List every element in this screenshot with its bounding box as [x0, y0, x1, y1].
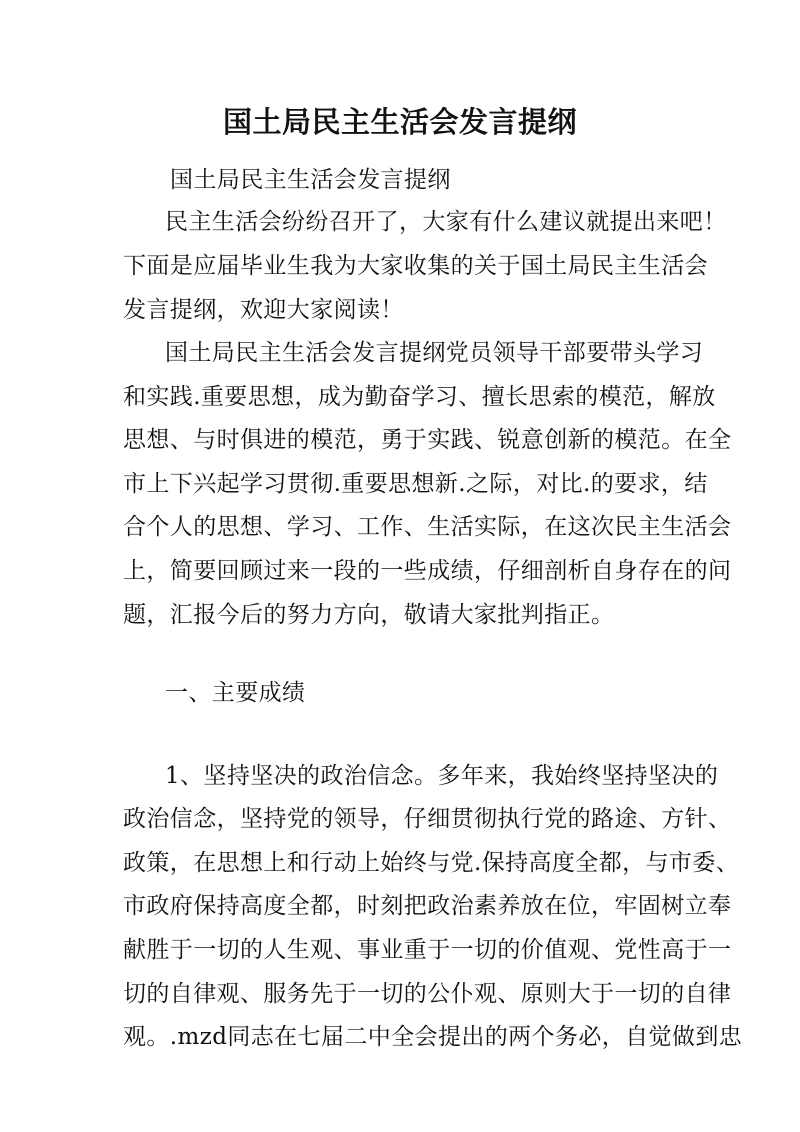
- subtitle-line: 国土局民主生活会发言提纲: [170, 167, 451, 193]
- paragraph-line: 市上下兴起学习贯彻.重要思想新.之际，对比.的要求，结: [123, 471, 708, 497]
- paragraph-line: 献胜于一切的人生观、事业重于一切的价值观、党性高于一: [123, 937, 732, 963]
- paragraph-line: 思想、与时俱进的模范，勇于实践、锐意创新的模范。在全: [123, 427, 732, 453]
- paragraph-line: 观。.mzd同志在七届二中全会提出的两个务必，自觉做到忠: [123, 1024, 743, 1050]
- paragraph-line: 发言提纲，欢迎大家阅读！: [123, 297, 404, 323]
- section-heading: 一、主要成绩: [165, 680, 306, 706]
- paragraph-line: 切的自律观、服务先于一切的公仆观、原则大于一切的自律: [123, 981, 732, 1007]
- paragraph-line: 国土局民主生活会发言提纲党员领导干部要带头学习: [165, 340, 704, 366]
- paragraph-line: 上，简要回顾过来一段的一些成绩，仔细剖析自身存在的问: [123, 558, 732, 584]
- document-title: 国土局民主生活会发言提纲: [222, 105, 577, 139]
- paragraph-line: 题，汇报今后的努力方向，敬请大家批判指正。: [123, 602, 615, 628]
- paragraph-line: 下面是应届毕业生我为大家收集的关于国土局民主生活会: [123, 253, 708, 279]
- paragraph-line: 合个人的思想、学习、工作、生活实际，在这次民主生活会: [123, 514, 732, 540]
- paragraph-line: 和实践.重要思想，成为勤奋学习、擅长思索的模范，解放: [123, 384, 716, 410]
- paragraph-line: 政治信念，坚持党的领导，仔细贯彻执行党的路途、方针、: [123, 806, 732, 832]
- paragraph-line: 政策，在思想上和行动上始终与党.保持高度全都，与市委、: [123, 850, 740, 876]
- paragraph-line: 1、坚持坚决的政治信念。多年来，我始终坚持坚决的: [165, 763, 719, 789]
- paragraph-line: 民主生活会纷纷召开了，大家有什么建议就提出来吧！: [165, 209, 727, 235]
- paragraph-line: 市政府保持高度全都，时刻把政治素养放在位，牢固树立奉: [123, 893, 732, 919]
